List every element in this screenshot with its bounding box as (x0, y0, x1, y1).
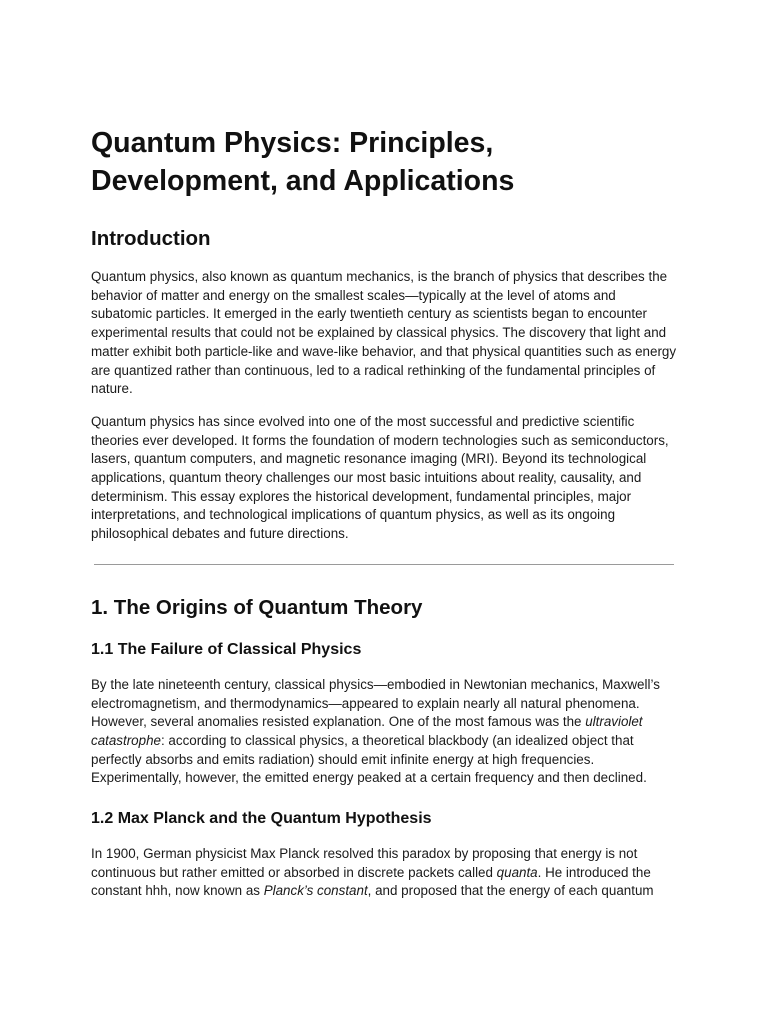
title-line-1: Quantum Physics: Principles, (91, 127, 494, 159)
paragraph-text: , and proposed that the energy of each quantum (367, 883, 654, 899)
document-title (91, 124, 677, 200)
subsection-1-2-heading: 1.2 Max Planck and the Quantum Hypothesis (91, 810, 432, 828)
paragraph-text: By the late nineteenth century, classical physics—embodied in Newtonian mechanics, Maxwell’s electromagnetism, and thermodynamics—appeared to explain nearly all natural phenomena. However, several anomalies resisted explanation. One of the most famous was the (91, 676, 660, 730)
subsection-1-1-paragraph (91, 676, 677, 788)
paragraph-text: . He introduced the constant hhh, now known as (91, 864, 651, 899)
intro-paragraph-2: Quantum physics has since evolved into one of the most successful and predictive scientific theories ever developed. It forms the foundation of modern technologies such as semiconductors, lasers, quantum computers, and magnetic resonance imaging (MRI). Beyond its technological applications, quantum theory challenges our most basic intuitions about reality, causality, and determinism. This essay explores the historical development, fundamental principles, major interpretations, and technological implications of quantum physics, as well as its ongoing philosophical debates and future directions. (91, 413, 669, 542)
intro-paragraph-1: Quantum physics, also known as quantum mechanics, is the branch of physics that describes the behavior of matter and energy on the smallest scales—typically at the level of atoms and subatomic particles. It emerged in the early twentieth century as scientists began to encounter experimental results that could not be explained by classical physics. The discovery that light and matter exhibit both particle-like and wave-like behavior, and that physical quantities such as energy are quantized rather than continuous, led to a radical rethinking of the fundamental principles of nature. (91, 269, 677, 397)
introduction-heading: Introduction (91, 227, 211, 250)
subsection-1-1-heading: 1.1 The Failure of Classical Physics (91, 640, 362, 658)
subsection-1-2-paragraph (91, 845, 677, 901)
emphasis-quanta: quanta (496, 864, 538, 880)
paragraph-text: : according to classical physics, a theoretical blackbody (an idealized object that perfectly absorbs and emits radiation) should emit infinite energy at high frequencies. Experimentally, however, the emitted energy peaked at a certain frequency and then declined. (91, 732, 647, 786)
section-divider (94, 564, 674, 565)
section-1-heading: 1. The Origins of Quantum Theory (91, 595, 423, 619)
paragraph-text: In 1900, German physicist Max Planck resolved this paradox by proposing that energy is not continuous but rather emitted or absorbed in discrete packets called (91, 846, 638, 880)
title-line-2: Development, and Applications (91, 165, 515, 197)
emphasis-ultraviolet-catastrophe: ultraviolet catastrophe (91, 714, 643, 748)
emphasis-plancks-constant: Planck’s constant (263, 883, 368, 899)
